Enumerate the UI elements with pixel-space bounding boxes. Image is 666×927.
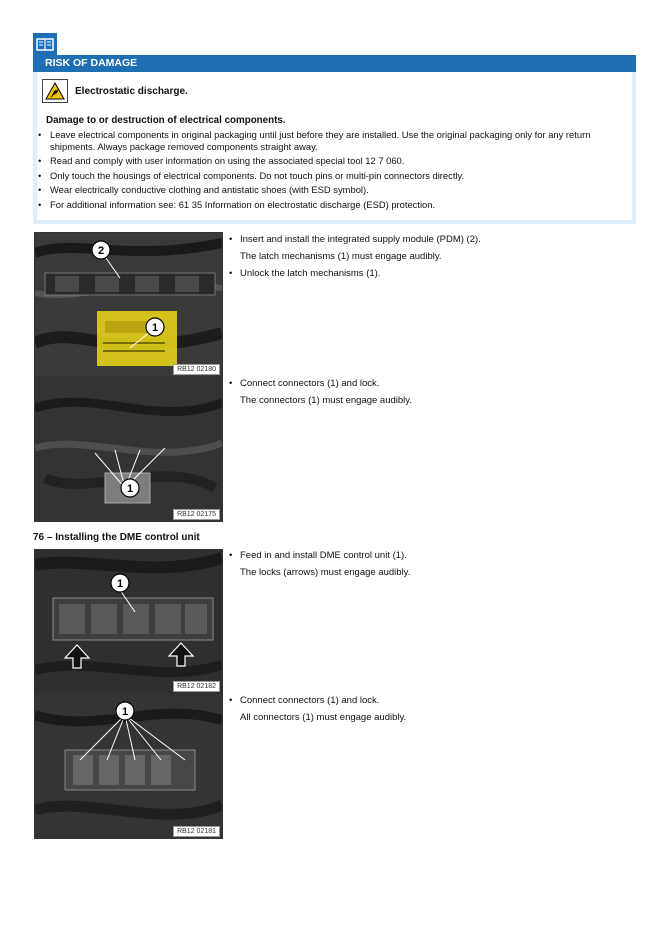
warning-item: • Wear electrically conductive clothing and antistatic shoes (with ESD symbol).	[37, 184, 617, 196]
callout-1: 1	[126, 483, 134, 495]
callout-2: 2	[97, 245, 105, 257]
photo-code: RB12 02182	[173, 681, 220, 692]
section-title: 76 – Installing the DME control unit	[33, 532, 200, 543]
photo-code: RB12 02180	[173, 364, 220, 375]
callout-1: 1	[151, 322, 159, 334]
step-bullet: • Insert and install the integrated supply module (PDM) (2).	[229, 234, 639, 246]
photo-connectors	[34, 377, 223, 522]
photo-dme-unit	[34, 549, 223, 694]
warning-item: • Leave electrical components in original packaging until just before they are installed. Use the original packaging only for any return shipments. Always package removed components straight away.	[37, 129, 617, 152]
esd-label: Electrostatic discharge.	[75, 85, 188, 97]
step-list-2	[229, 378, 639, 412]
step-bullet: • Connect connectors (1) and lock.	[229, 695, 639, 707]
esd-row	[42, 79, 188, 103]
step-note: All connectors (1) must engage audibly.	[240, 712, 407, 723]
step-bullet: • Connect connectors (1) and lock.	[229, 378, 639, 390]
step-list-3	[229, 550, 639, 584]
photo-code: RB12 02181	[173, 826, 220, 837]
warning-body	[37, 72, 632, 220]
warning-item: • Read and comply with user information on using the associated special tool 12 7 060.	[37, 155, 617, 167]
step-list-1	[229, 234, 639, 280]
step-bullet: • Unlock the latch mechanisms (1).	[229, 268, 639, 280]
warning-box	[33, 55, 636, 224]
photo-pdm	[34, 232, 223, 377]
step-note: The locks (arrows) must engage audibly.	[240, 567, 411, 578]
step-list-4	[229, 695, 639, 729]
warning-item: • For additional information see: 61 35 Information on electrostatic discharge (ESD) protection.	[37, 199, 617, 211]
warning-item: • Only touch the housings of electrical components. Do not touch pins or multi-pin connectors directly.	[37, 170, 617, 182]
step-note: The latch mechanisms (1) must engage audibly.	[240, 251, 442, 262]
info-book-icon	[36, 37, 54, 51]
esd-warning-icon	[42, 79, 68, 103]
warning-title: Damage to or destruction of electrical components.	[46, 115, 286, 126]
step-bullet: • Feed in and install DME control unit (1).	[229, 550, 639, 562]
info-tab	[33, 33, 57, 55]
warning-list	[37, 129, 617, 213]
warning-header: RISK OF DAMAGE	[33, 55, 636, 72]
photo-dme-connectors	[34, 694, 223, 839]
callout-1: 1	[116, 578, 124, 590]
step-note: The connectors (1) must engage audibly.	[240, 395, 412, 406]
photo-code: RB12 02175	[173, 509, 220, 520]
callout-1: 1	[121, 706, 129, 718]
